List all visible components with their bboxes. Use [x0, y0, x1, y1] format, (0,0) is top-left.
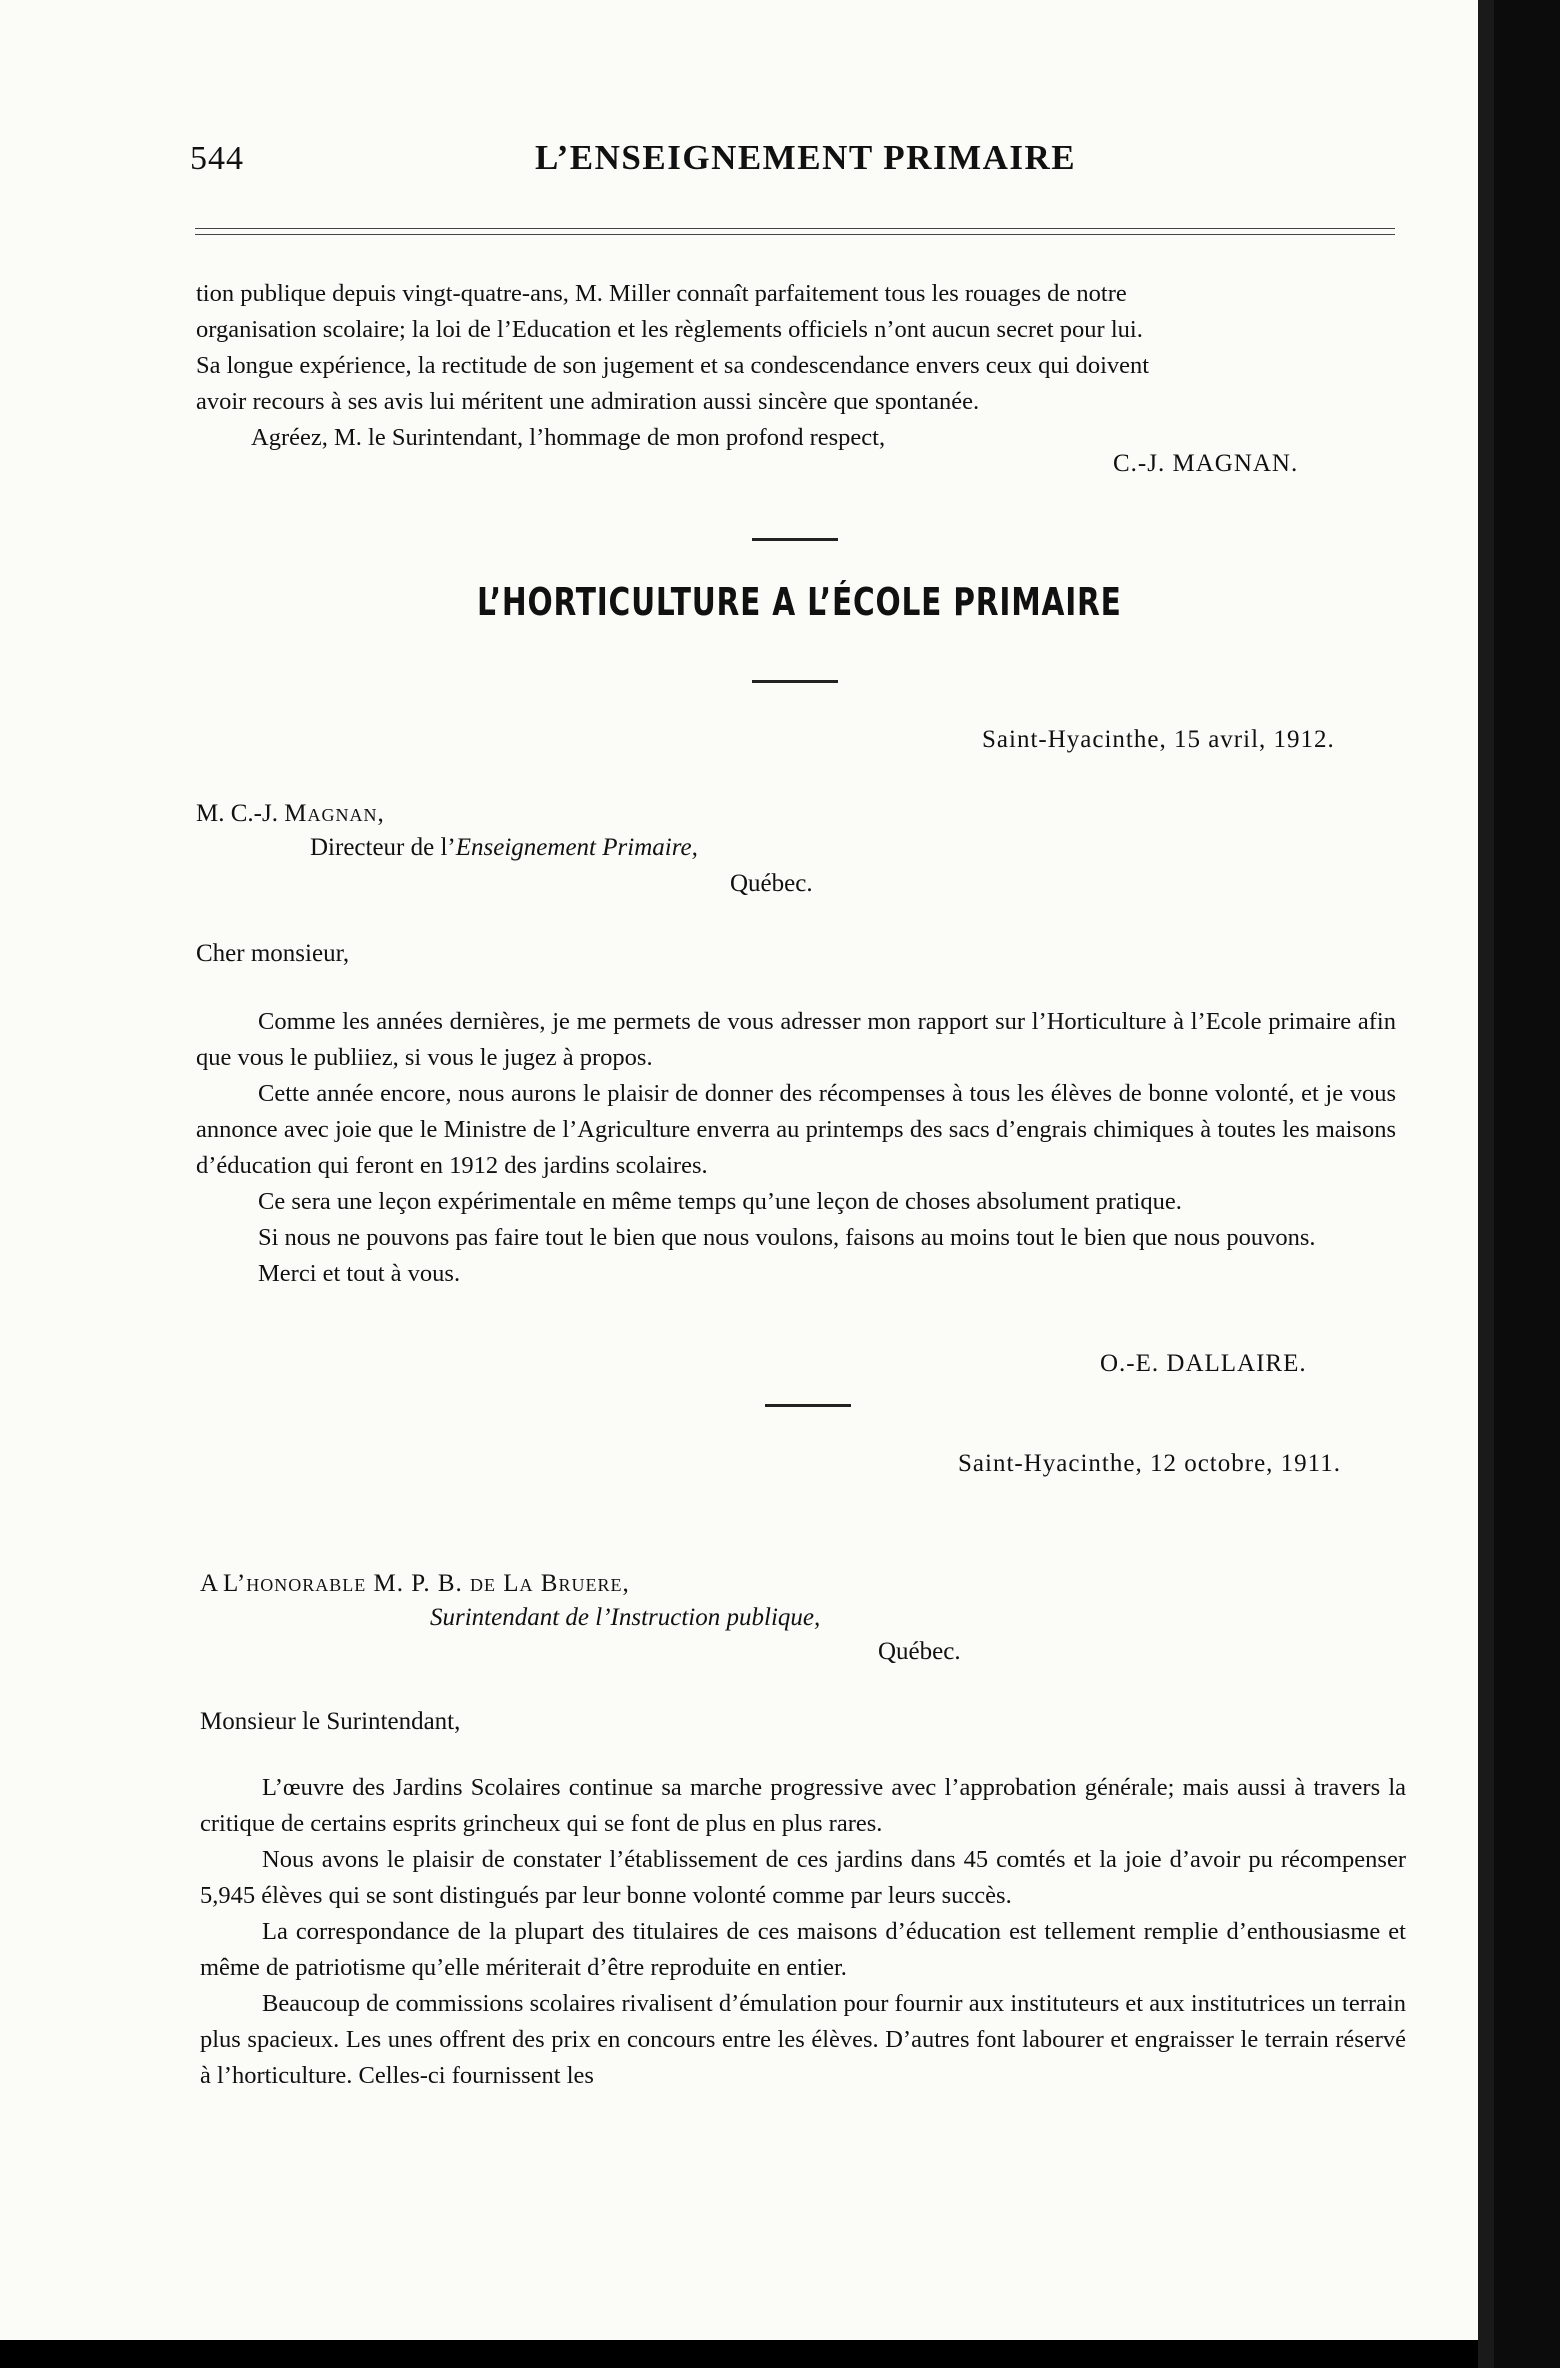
letter1-addressee — [196, 800, 385, 828]
signature-magnan: C.-J. MAGNAN. — [1113, 450, 1299, 477]
continuation-line: tion publique depuis vingt-quatre-ans, M. Miller connaît parfaitement tous les rouages de notre — [196, 280, 1127, 307]
letter2-paragraph: Nous avons le plaisir de constater l’établissement de ces jardins dans 45 comtés et la joie d’avoir pu récompenser 5,945 élèves qui se sont distingués par leur bonne volonté comme par leurs succès. — [200, 1846, 1406, 1909]
running-title: L’ENSEIGNEMENT PRIMAIRE — [535, 138, 1077, 177]
facing-page-edge — [1494, 0, 1560, 2368]
letter2-addressee — [200, 1570, 630, 1598]
letter2-dateline: Saint-Hyacinthe, 12 octobre, 1911. — [958, 1450, 1341, 1477]
letter1-dateline: Saint-Hyacinthe, 15 avril, 1912. — [982, 726, 1335, 753]
continuation-line: Sa longue expérience, la rectitude de son jugement et sa condescendance envers ceux qui doivent — [196, 352, 1150, 379]
page-number: 544 — [190, 140, 244, 177]
letter2-paragraph: L’œuvre des Jardins Scolaires continue sa marche progressive avec l’approbation générale; mais aussi à travers la critique de certains esprits grincheux qui se font de plus en plus rares. — [200, 1774, 1406, 1837]
letter1-body — [196, 1004, 1396, 1292]
letter1-paragraph: Cette année encore, nous aurons le plaisir de donner des récompenses à tous les élèves de bonne volonté, et je vous annonce avec joie que le Ministre de l’Agriculture enverra au printemps des sacs d’engrais chimiques à toutes les maisons d’éducation qui feront en 1912 des jardins scolaires. — [196, 1080, 1396, 1179]
article-title: L’HORTICULTURE A L’ÉCOLE PRIMAIRE — [477, 580, 1122, 624]
role-italic: Enseignement Primaire, — [455, 834, 698, 861]
letter1-addressee-role — [310, 834, 698, 862]
letter1-city: Québec. — [730, 870, 813, 897]
letter2-salutation: Monsieur le Surintendant, — [200, 1708, 461, 1735]
continuation-closing: Agréez, M. le Surintendant, l’hommage de mon profond respect, — [251, 424, 886, 451]
role-prefix: Directeur de l’ — [310, 834, 456, 861]
header-rule — [195, 228, 1395, 235]
addressee-name: L’honorable M. P. B. de La Bruere, — [222, 1570, 630, 1597]
book-gutter — [1478, 0, 1494, 2368]
section-rule — [752, 538, 838, 541]
letter2-paragraph: Beaucoup de commissions scolaires rivalisent d’émulation pour fournir aux instituteurs et aux institutrices un terrain plus spacieux. Les unes offrent des prix en concours entre les élèves. D’autres font labourer et engraisser le terrain réservé à l’horticulture. Celles-ci fournissent les — [200, 1990, 1406, 2089]
letter1-paragraph: Comme les années dernières, je me permets de vous adresser mon rapport sur l’Horticulture à l’Ecole primaire afin que vous le publiiez, si vous le jugez à propos. — [196, 1008, 1396, 1071]
letter2-addressee-role: Surintendant de l’Instruction publique, — [430, 1604, 821, 1631]
letter2-city: Québec. — [878, 1638, 961, 1665]
signature-dallaire: O.-E. DALLAIRE. — [1100, 1350, 1307, 1377]
letter1-paragraph: Ce sera une leçon expérimentale en même temps qu’une leçon de choses absolument pratique. — [258, 1188, 1182, 1215]
addressee-name: Magnan, — [284, 800, 385, 827]
letter1-paragraph: Si nous ne pouvons pas faire tout le bien que nous voulons, faisons au moins tout le bien que nous pouvons. — [258, 1224, 1316, 1251]
letter1-paragraph: Merci et tout à vous. — [258, 1260, 461, 1287]
continuation-line: organisation scolaire; la loi de l’Education et les règlements officiels n’ont aucun secret pour lui. — [196, 316, 1143, 343]
addressee-prefix: A — [200, 1570, 223, 1597]
addressee-prefix: M. C.-J. — [196, 800, 285, 827]
continuation-line: avoir recours à ses avis lui méritent une admiration aussi sincère que spontanée. — [196, 388, 980, 415]
letter1-salutation: Cher monsieur, — [196, 940, 350, 967]
letter2-body — [200, 1770, 1406, 2094]
section-rule — [765, 1404, 851, 1407]
continuation-text — [196, 276, 1396, 456]
section-rule — [752, 680, 838, 683]
letter2-paragraph: La correspondance de la plupart des titulaires de ces maisons d’éducation est tellement remplie d’enthousiasme et même de patriotisme qu’elle mériterait d’être reproduite en entier. — [200, 1918, 1406, 1981]
